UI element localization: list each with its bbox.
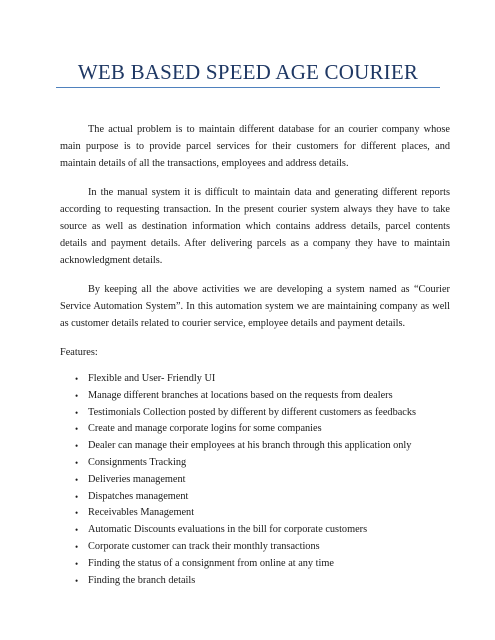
list-item [60, 405, 450, 422]
paragraph-manual-system: In the manual system it is difficult to maintain data and generating different reports according to requesting transaction. In the present courier system always they have to take source as well as destination information which contains address details, parcel contents details and payment details. After delivering parcels as a company they have to maintain acknowledgment details. [60, 187, 450, 266]
bullet-icon: • [75, 424, 79, 435]
feature-text: Corporate customer can track their monthly transactions [88, 540, 320, 552]
feature-text: Deliveries management [88, 473, 186, 485]
bullet-icon: • [75, 491, 79, 502]
feature-text: Create and manage corporate logins for some companies [88, 423, 322, 435]
bullet-icon: • [75, 558, 79, 569]
document-title: WEB BASED SPEED AGE COURIER [77, 60, 419, 84]
bullet-icon: • [75, 575, 79, 586]
bullet-icon: • [75, 441, 79, 452]
list-item [60, 522, 450, 539]
features-list [60, 371, 450, 589]
bullet-icon: • [75, 541, 79, 552]
document-body [60, 121, 450, 589]
bullet-icon: • [75, 374, 79, 384]
list-item [60, 472, 450, 489]
list-item [60, 556, 450, 573]
bullet-icon: • [75, 525, 79, 536]
feature-text: Finding the status of a consignment from online at any time [88, 557, 334, 569]
feature-text: Receivables Management [88, 507, 195, 519]
list-item [60, 421, 450, 438]
list-item [60, 505, 450, 522]
feature-text: Finding the branch details [88, 574, 196, 586]
feature-text: Dealer can manage their employees at his branch through this application only [88, 440, 412, 452]
list-item [60, 371, 450, 388]
bullet-icon: • [75, 457, 79, 468]
feature-text: Dispatches management [88, 490, 189, 502]
list-item [60, 489, 450, 506]
feature-text: Consignments Tracking [88, 456, 187, 468]
list-item [60, 539, 450, 556]
features-heading: Features: [60, 347, 98, 358]
title-underline [56, 87, 440, 88]
bullet-icon: • [75, 508, 79, 519]
list-item [60, 388, 450, 405]
bullet-icon: • [75, 407, 79, 418]
paragraph-automation: By keeping all the above activities we are developing a system named as “Courier Service Automation System”. In this automation system we are maintaining company as well as customer details related to courier service, employee details and payment details. [60, 284, 450, 329]
bullet-icon: • [75, 390, 79, 401]
feature-text: Automatic Discounts evaluations in the bill for corporate customers [88, 524, 368, 536]
list-item [60, 573, 450, 590]
list-item [60, 438, 450, 455]
feature-text: Flexible and User- Friendly UI [88, 373, 216, 384]
paragraph-problem: The actual problem is to maintain different database for an courier company whose main purpose is to provide parcel services for their customers for different places, and maintain details of all the transactions, employees and address details. [60, 124, 450, 169]
bullet-icon: • [75, 474, 79, 485]
list-item [60, 455, 450, 472]
feature-text: Manage different branches at locations based on the requests from dealers [88, 389, 393, 401]
feature-text: Testimonials Collection posted by different by different customers as feedbacks [88, 406, 417, 418]
